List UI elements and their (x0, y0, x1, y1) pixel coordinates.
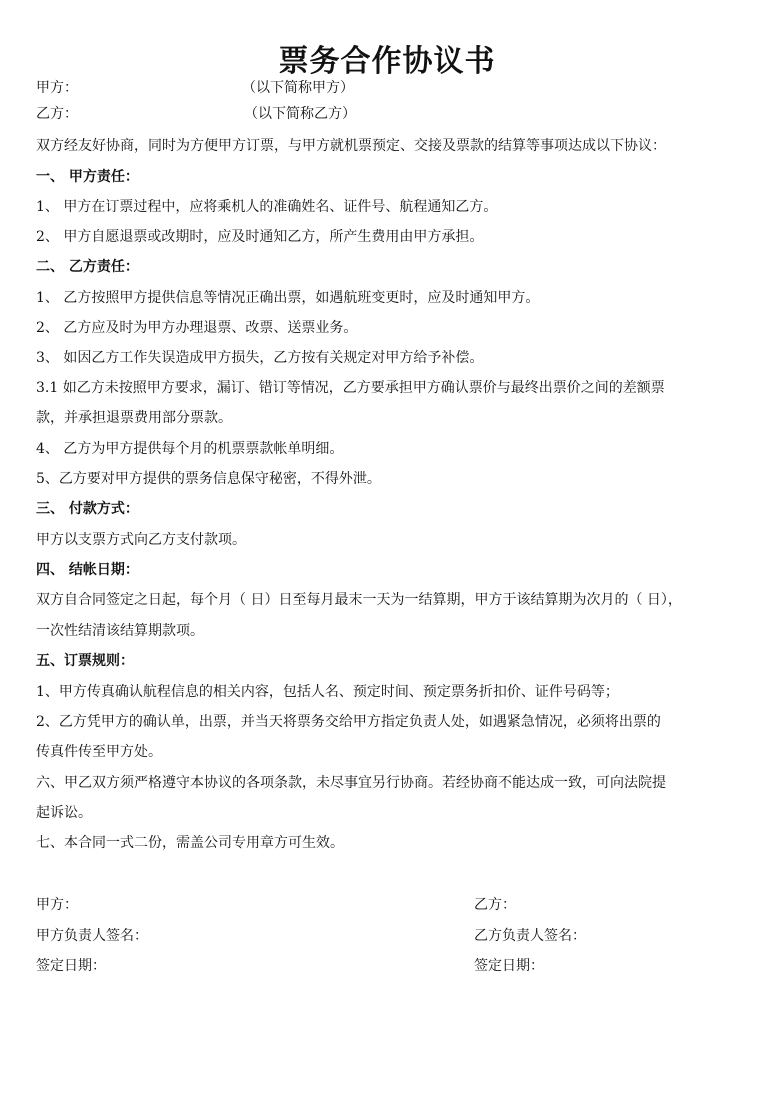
section-5-item-2-line-1: 2、乙方凭甲方的确认单，出票，并当天将票务交给甲方指定负责人处，如遇紧急情况，必须将出票的 (36, 714, 661, 730)
signature-left-signer: 甲方负责人签名： (36, 928, 148, 944)
section-2-item-4: 4、 乙方为甲方提供每个月的机票票款帐单明细。 (36, 441, 344, 457)
section-3-heading: 三、 付款方式： (36, 501, 139, 517)
signature-right-date: 签定日期： (474, 958, 544, 974)
section-7-text: 七、本合同一式二份，需盖公司专用章方可生效。 (36, 835, 344, 851)
section-4-line-2: 一次性结清该结算期款项。 (36, 623, 204, 639)
signature-right-signer: 乙方负责人签名： (474, 928, 586, 944)
section-2-item-3: 3、 如因乙方工作失误造成甲方损失，乙方按有关规定对甲方给予补偿。 (36, 350, 484, 366)
section-2-item-2: 2、 乙方应及时为甲方办理退票、改票、送票业务。 (36, 320, 358, 336)
section-4-heading: 四、 结帐日期： (36, 562, 139, 578)
party-b-note: （以下简称乙方） (244, 106, 356, 122)
section-4-line-1: 双方自合同签定之日起，每个月（ 日）日至每月最末一天为一结算期，甲方于该结算期为次月的（ 日）， (36, 592, 682, 608)
section-5-item-1: 1、甲方传真确认航程信息的相关内容，包括人名、预定时间、预定票务折扣价、证件号码等； (36, 684, 619, 700)
section-2-item-3-1-line-1: 3.1 如乙方未按照甲方要求，漏订、错订等情况，乙方要承担甲方确认票价与最终出票价之间的差额票 (36, 380, 665, 396)
section-2-item-3-1-line-2: 款，并承担退票费用部分票款。 (36, 410, 232, 426)
party-a-label: 甲方： (36, 80, 78, 96)
section-6-line-1: 六、甲乙双方须严格遵守本协议的各项条款，未尽事宜另行协商。若经协商不能达成一致，可向法院提 (36, 775, 666, 791)
section-6-line-2: 起诉讼。 (36, 805, 92, 821)
section-5-item-2-line-2: 传真件传至甲方处。 (36, 744, 162, 760)
section-1-item-2: 2、 甲方自愿退票或改期时，应及时通知乙方，所产生费用由甲方承担。 (36, 229, 484, 245)
section-3-text: 甲方以支票方式向乙方支付款项。 (36, 532, 246, 548)
signature-left-date: 签定日期： (36, 958, 106, 974)
section-1-heading: 一、 甲方责任： (36, 169, 139, 185)
section-2-item-1: 1、 乙方按照甲方提供信息等情况正确出票，如遇航班变更时，应及时通知甲方。 (36, 290, 540, 306)
section-5-heading: 五、订票规则： (36, 653, 134, 669)
signature-left-party: 甲方： (36, 897, 78, 913)
signature-right-party: 乙方： (474, 897, 516, 913)
document-title: 票务合作协议书 (278, 44, 496, 79)
party-b-label: 乙方： (36, 106, 78, 122)
section-2-item-5: 5、乙方要对甲方提供的票务信息保守秘密，不得外泄。 (36, 471, 381, 487)
section-2-heading: 二、 乙方责任： (36, 259, 139, 275)
party-a-note: （以下简称甲方） (242, 80, 354, 96)
intro-paragraph: 双方经友好协商，同时为方便甲方订票，与甲方就机票预定、交接及票款的结算等事项达成以下协议： (36, 138, 666, 154)
section-1-item-1: 1、 甲方在订票过程中，应将乘机人的准确姓名、证件号、航程通知乙方。 (36, 199, 498, 215)
